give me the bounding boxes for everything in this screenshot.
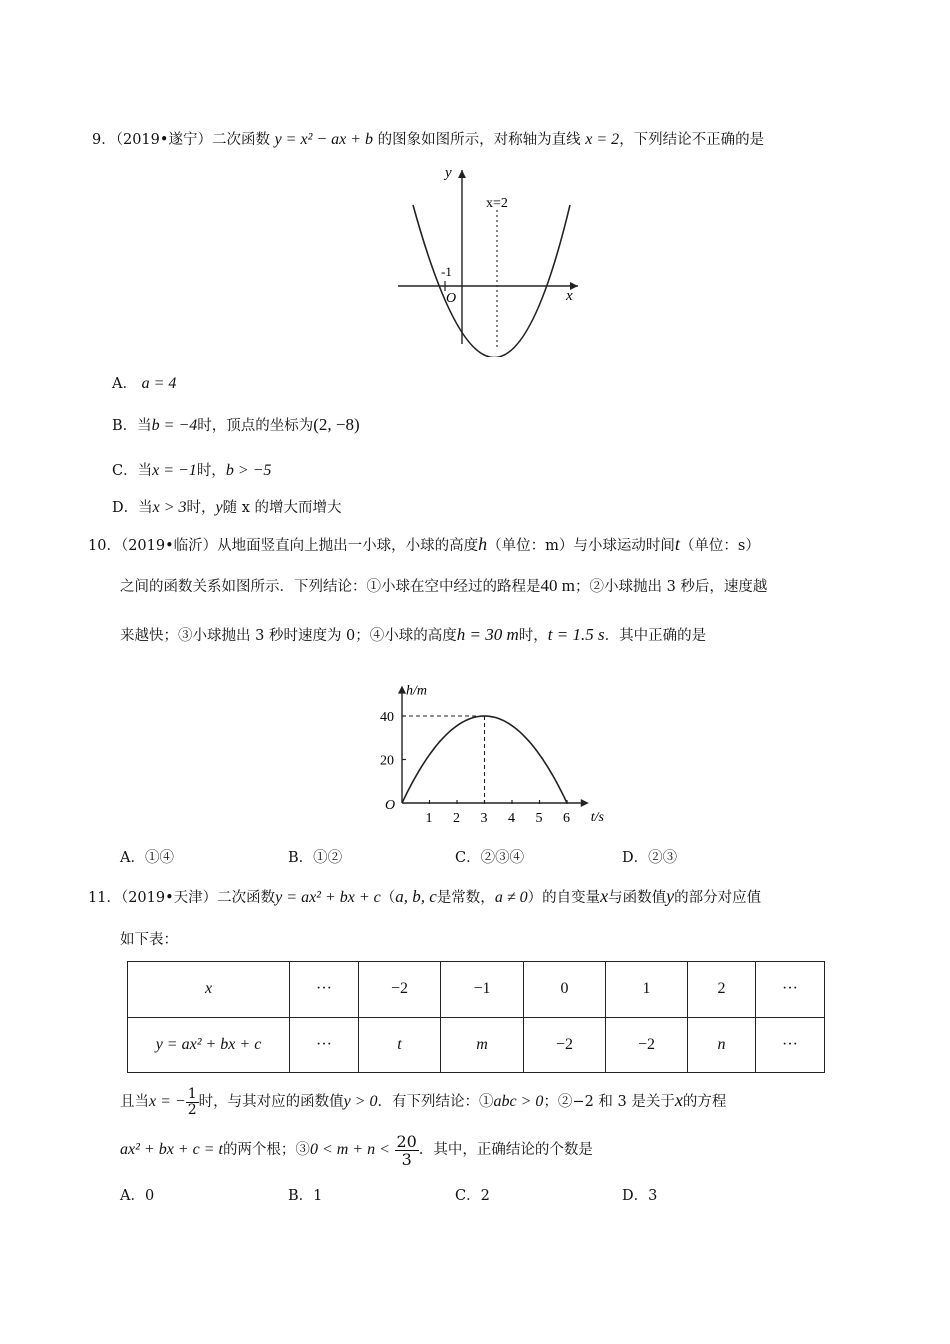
q9-option-c[interactable] [112, 459, 271, 480]
q11-line-1 [88, 886, 761, 908]
table-cell: −2 [606, 1017, 688, 1073]
option-text: ①④ [144, 850, 174, 866]
table-cell: ··· [290, 1017, 359, 1073]
option-math: y [215, 499, 223, 516]
q11-text: 的方程 [682, 1094, 727, 1110]
q10-text: （单位：m）与小球运动时间 [487, 538, 675, 554]
arrow-icon [458, 170, 466, 178]
q10-dist: 40 m [540, 576, 575, 595]
option-text: 2 [480, 1188, 490, 1204]
q11-x-eq: x = − [149, 1093, 186, 1110]
q9-stem [92, 130, 764, 150]
q9-origin-label: O [446, 291, 457, 306]
option-text: 3 [648, 1188, 658, 1204]
q10-option-d[interactable] [622, 846, 677, 867]
q11-nonzero: a ≠ 0 [494, 889, 528, 906]
q10-t-eq: t = 1.5 s [547, 625, 605, 644]
option-text: 时， [196, 463, 226, 479]
option-key: B． [288, 850, 314, 866]
option-key: D． [622, 1188, 649, 1204]
q11-text: 且当 [120, 1094, 149, 1110]
option-key: A． [120, 850, 145, 866]
table-cell: ··· [290, 962, 359, 1018]
q11-option-b[interactable] [288, 1184, 322, 1205]
q10-text: 时， [518, 628, 548, 644]
q10-text: ．其中正确的是 [604, 628, 707, 644]
table-cell: y = ax² + bx + c [128, 1017, 290, 1073]
option-text: 时， [186, 500, 216, 516]
option-key: C． [455, 850, 481, 866]
option-math: b > −5 [225, 462, 272, 479]
q11-consts: a, b, c [395, 887, 437, 906]
q11-text: （ [380, 890, 396, 906]
q9-text-a: 二次函数 [211, 132, 270, 148]
q9-tick-label: -1 [441, 264, 452, 279]
y-tick-label: 20 [380, 753, 394, 769]
y-tick-label: 40 [380, 710, 394, 725]
x-tick-label: 3 [480, 811, 488, 826]
option-math: (2, −8) [313, 415, 360, 434]
q9-y-label: y [445, 165, 452, 181]
table-cell: −2 [359, 962, 441, 1018]
table-cell: −1 [441, 962, 524, 1018]
option-math: x = −1 [152, 462, 197, 479]
option-key: D． [622, 850, 649, 866]
q11-text: 是常数， [436, 890, 495, 906]
q11-fraction [186, 1087, 199, 1118]
option-text: ②③ [648, 850, 678, 866]
q9-text-c: ，下列结论不正确的是 [619, 132, 765, 148]
q10-text: ；②小球抛出 3 秒后，速度越 [574, 579, 768, 595]
q11-text: 二次函数 [217, 890, 276, 906]
option-math: x > 3 [152, 499, 187, 516]
table-row [128, 1017, 825, 1073]
q11-value-table [127, 961, 825, 1073]
q9-parabola-graph [390, 162, 590, 357]
q10-text: 从地面竖直向上抛出一小球，小球的高度 [217, 538, 479, 554]
q11-text: ．其中，正确结论的个数是 [418, 1142, 593, 1158]
option-text: 时，顶点的坐标为 [197, 418, 314, 434]
q10-h-var: h [478, 534, 488, 554]
q11-x-var: x [600, 886, 609, 906]
q10-text: （单位：s） [679, 538, 760, 554]
table-cell: 2 [688, 962, 756, 1018]
table-cell: ··· [756, 962, 825, 1018]
q11-option-d[interactable] [622, 1184, 657, 1205]
q10-source: （2019•临沂） [120, 538, 218, 554]
q10-number: 10． [88, 538, 121, 554]
option-text: 当 [138, 500, 153, 516]
table-row [128, 962, 825, 1018]
fraction-numerator: 1 [187, 1085, 197, 1102]
q10-option-a[interactable] [120, 846, 174, 867]
table-cell: ··· [756, 1017, 825, 1073]
q10-t-var: t [674, 534, 680, 554]
y-axis-label: h/m [406, 683, 427, 699]
x-axis-label: t/s [590, 810, 604, 825]
q11-formula: y = ax² + bx + c [275, 889, 381, 906]
q9-source: （2019•遂宁） [115, 132, 212, 148]
q10-line-2 [120, 576, 767, 597]
q11-line-3 [120, 1084, 726, 1118]
q9-sym-label: x=2 [486, 196, 508, 211]
option-text: ①② [313, 850, 343, 866]
q10-line-3 [120, 625, 706, 646]
q11-source: （2019•天津） [120, 890, 218, 906]
table-cell: 1 [606, 962, 688, 1018]
q9-number: 9． [92, 132, 116, 148]
q11-y-var: y [666, 886, 675, 906]
q10-option-b[interactable] [288, 846, 342, 867]
option-text: 随 x 的增大而增大 [222, 500, 342, 516]
q11-option-a[interactable] [120, 1184, 154, 1205]
table-cell: x [128, 962, 290, 1018]
q10-line-1 [88, 534, 760, 556]
option-key: A． [120, 1188, 145, 1204]
option-text: 当 [137, 418, 152, 434]
q9-axis-eq: x = 2 [585, 131, 620, 148]
x-tick-label: 1 [425, 811, 433, 826]
q11-text: ）的自变量 [527, 890, 601, 906]
q11-option-c[interactable] [455, 1184, 490, 1205]
fraction-denominator: 3 [401, 1149, 412, 1169]
q11-text: 时，与其对应的函数值 [198, 1094, 344, 1110]
table-cell: −2 [524, 1017, 606, 1073]
option-math: b = −4 [151, 417, 198, 434]
q9-x-label: x [566, 288, 573, 304]
q11-text: 与函数值 [608, 890, 667, 906]
q9-option-b[interactable] [112, 414, 360, 435]
q11-eq2: ax² + bx + c = t [120, 1141, 223, 1158]
q10-height-time-chart [370, 668, 610, 828]
option-key: B． [288, 1188, 314, 1204]
table-cell: t [359, 1017, 441, 1073]
q9-parabola-curve [413, 205, 570, 357]
q11-y-pos: y > 0 [343, 1093, 378, 1110]
q9-text-b: 的图象如图所示，对称轴为直线 [377, 132, 581, 148]
q9-option-d[interactable] [112, 496, 342, 517]
q11-abc: abc > 0 [493, 1093, 544, 1110]
q10-text: 来越快；③小球抛出 3 秒时速度为 0；④小球的高度 [120, 628, 457, 644]
option-key: A． [112, 376, 137, 392]
q11-text: ．有下列结论：① [377, 1094, 494, 1110]
q11-x-var: x [674, 1090, 683, 1110]
table-cell: 0 [524, 962, 606, 1018]
option-key: C． [455, 1188, 481, 1204]
q11-text: ；②−2 和 3 是关于 [543, 1094, 675, 1110]
option-math: a = 4 [141, 375, 177, 392]
q10-option-c[interactable] [455, 846, 524, 867]
fraction-denominator: 2 [187, 1101, 197, 1118]
x-tick-label: 6 [563, 811, 570, 826]
q11-line-2: 如下表： [120, 932, 178, 948]
option-text: 1 [313, 1188, 323, 1204]
option-text: 0 [144, 1188, 155, 1204]
table-cell: m [441, 1017, 524, 1073]
option-text: ②③④ [480, 850, 525, 866]
fraction-numerator: 20 [396, 1131, 417, 1151]
q11-ineq: 0 < m + n < [309, 1141, 390, 1158]
x-tick-label: 2 [453, 811, 460, 826]
table-cell: n [688, 1017, 756, 1073]
q11-number: 11． [88, 890, 121, 906]
q9-formula: y = x² − ax + b [274, 131, 374, 148]
q11-fraction-2 [395, 1133, 419, 1168]
q11-line-4 [120, 1130, 593, 1170]
arrow-icon [398, 686, 406, 694]
x-tick-label: 5 [535, 811, 543, 826]
option-key: D． [112, 500, 139, 516]
x-tick-label: 4 [508, 811, 515, 826]
origin-label: O [385, 798, 396, 813]
option-key: B． [112, 418, 138, 434]
option-key: C． [112, 463, 138, 479]
q11-text: 的部分对应值 [674, 890, 762, 906]
q11-text: 的两个根；③ [222, 1142, 310, 1158]
q9-option-a[interactable] [112, 372, 176, 393]
arrow-icon [581, 799, 589, 807]
q10-h-eq: h = 30 m [456, 625, 519, 644]
q10-text: 之间的函数关系如图所示．下列结论：①小球在空中经过的路程是 [120, 579, 541, 595]
option-text: 当 [137, 463, 153, 479]
